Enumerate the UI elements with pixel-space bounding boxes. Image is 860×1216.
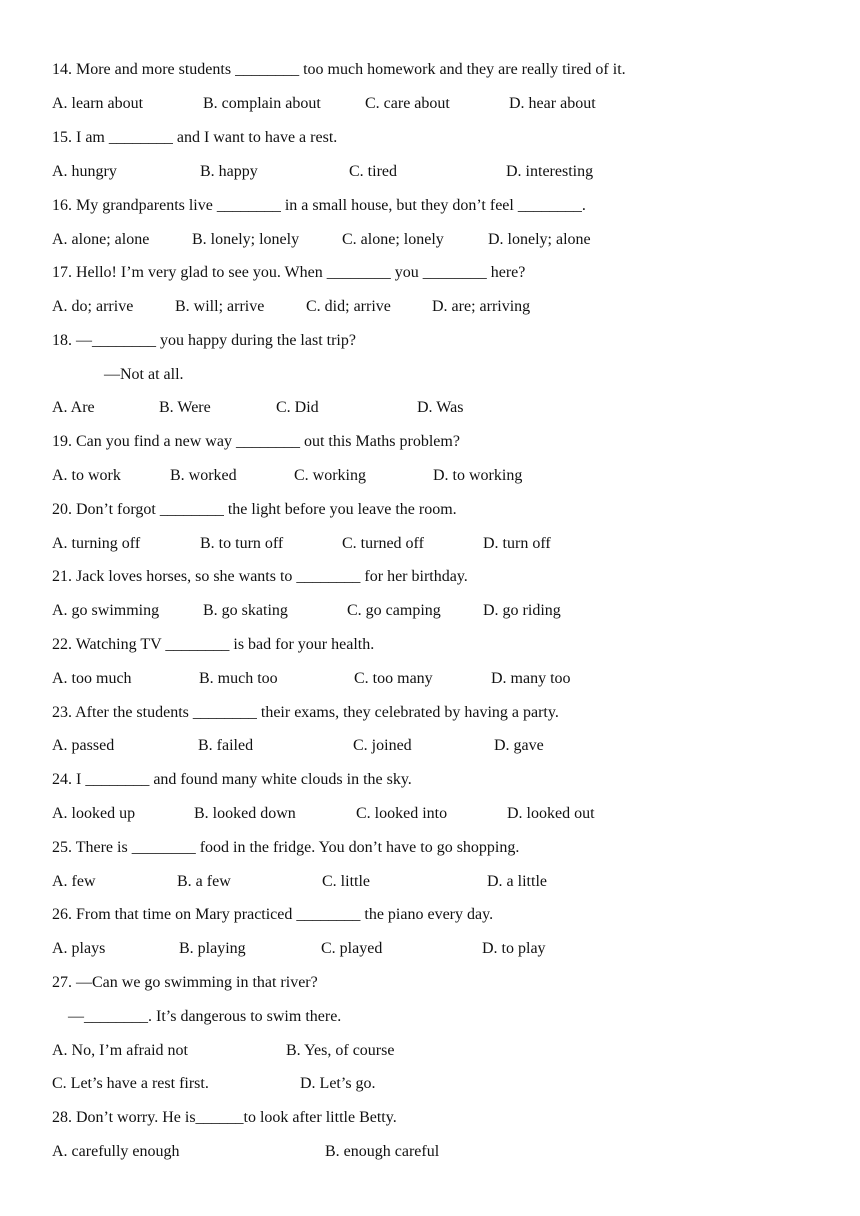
question-20-option-c: C. turned off	[342, 535, 424, 552]
question-25-option-d: D. a little	[487, 873, 547, 890]
question-28-option-a: A. carefully enough	[52, 1143, 180, 1160]
question-15-option-b: B. happy	[200, 163, 258, 180]
question-15-option-c: C. tired	[349, 163, 397, 180]
question-22-option-d: D. many too	[491, 670, 571, 687]
question-16-option-a: A. alone; alone	[52, 231, 150, 248]
question-14-option-a: A. learn about	[52, 95, 144, 112]
question-21-option-d: D. go riding	[483, 602, 561, 619]
question-27-reply: —________. It’s dangerous to swim there.	[68, 1008, 342, 1025]
question-27-option-b: B. Yes, of course	[286, 1042, 395, 1059]
question-24-option-d: D. looked out	[507, 805, 595, 822]
question-23-option-b: B. failed	[198, 737, 254, 754]
question-23-option-a: A. passed	[52, 737, 115, 754]
question-18-option-d: D. Was	[417, 399, 464, 416]
question-17-option-a: A. do; arrive	[52, 298, 134, 315]
question-20-stem: 20. Don’t forgot ________ the light before you leave the room.	[52, 501, 457, 518]
question-27-option-c: C. Let’s have a rest first.	[52, 1075, 209, 1092]
question-19-option-c: C. working	[294, 467, 366, 484]
question-16-stem: 16. My grandparents live ________ in a small house, but they don’t feel ________.	[52, 197, 586, 214]
question-14-option-b: B. complain about	[203, 95, 321, 112]
question-16-option-d: D. lonely; alone	[488, 231, 591, 248]
question-26-option-c: C. played	[321, 940, 383, 957]
question-26-option-a: A. plays	[52, 940, 106, 957]
question-22-stem: 22. Watching TV ________ is bad for your health.	[52, 636, 375, 653]
question-19-option-a: A. to work	[52, 467, 121, 484]
question-19-option-b: B. worked	[170, 467, 237, 484]
question-18-reply: —Not at all.	[104, 366, 184, 383]
question-25-option-c: C. little	[322, 873, 370, 890]
question-22-option-c: C. too many	[354, 670, 433, 687]
question-21-option-a: A. go swimming	[52, 602, 160, 619]
question-20-option-a: A. turning off	[52, 535, 141, 552]
question-16-option-c: C. alone; lonely	[342, 231, 444, 248]
question-15-option-a: A. hungry	[52, 163, 117, 180]
question-25-option-b: B. a few	[177, 873, 231, 890]
question-27-option-a: A. No, I’m afraid not	[52, 1042, 188, 1059]
question-17-stem: 17. Hello! I’m very glad to see you. When ________ you ________ here?	[52, 264, 526, 281]
question-20-option-d: D. turn off	[483, 535, 551, 552]
question-16-option-b: B. lonely; lonely	[192, 231, 300, 248]
question-24-option-b: B. looked down	[194, 805, 296, 822]
question-28-stem: 28. Don’t worry. He is______to look after little Betty.	[52, 1109, 397, 1126]
question-27-option-d: D. Let’s go.	[300, 1075, 376, 1092]
question-26-stem: 26. From that time on Mary practiced ________ the piano every day.	[52, 906, 494, 923]
question-21-option-c: C. go camping	[347, 602, 441, 619]
question-21-option-b: B. go skating	[203, 602, 288, 619]
question-19-option-d: D. to working	[433, 467, 523, 484]
question-23-option-d: D. gave	[494, 737, 544, 754]
question-17-option-b: B. will; arrive	[175, 298, 265, 315]
question-15-stem: 15. I am ________ and I want to have a rest.	[52, 129, 338, 146]
question-14-option-d: D. hear about	[509, 95, 596, 112]
question-23-option-c: C. joined	[353, 737, 412, 754]
question-28-option-b: B. enough careful	[325, 1143, 440, 1160]
question-18-stem: 18. —________ you happy during the last trip?	[52, 332, 356, 349]
question-22-option-a: A. too much	[52, 670, 132, 687]
question-17-option-c: C. did; arrive	[306, 298, 391, 315]
question-21-stem: 21. Jack loves horses, so she wants to ________ for her birthday.	[52, 568, 468, 585]
question-17-option-d: D. are; arriving	[432, 298, 531, 315]
question-26-option-b: B. playing	[179, 940, 246, 957]
question-23-stem: 23. After the students ________ their exams, they celebrated by having a party.	[52, 704, 559, 721]
question-19-stem: 19. Can you find a new way ________ out this Maths problem?	[52, 433, 460, 450]
question-14-stem: 14. More and more students ________ too much homework and they are really tired of it.	[52, 61, 626, 78]
question-25-stem: 25. There is ________ food in the fridge. You don’t have to go shopping.	[52, 839, 520, 856]
question-14-option-c: C. care about	[365, 95, 450, 112]
question-22-option-b: B. much too	[199, 670, 278, 687]
question-18-option-c: C. Did	[276, 399, 319, 416]
question-24-option-a: A. looked up	[52, 805, 136, 822]
question-18-option-b: B. Were	[159, 399, 211, 416]
question-15-option-d: D. interesting	[506, 163, 594, 180]
question-25-option-a: A. few	[52, 873, 96, 890]
question-27-stem: 27. —Can we go swimming in that river?	[52, 974, 318, 991]
question-26-option-d: D. to play	[482, 940, 546, 957]
question-20-option-b: B. to turn off	[200, 535, 284, 552]
question-24-option-c: C. looked into	[356, 805, 448, 822]
question-18-option-a: A. Are	[52, 399, 95, 416]
question-24-stem: 24. I ________ and found many white clouds in the sky.	[52, 771, 412, 788]
